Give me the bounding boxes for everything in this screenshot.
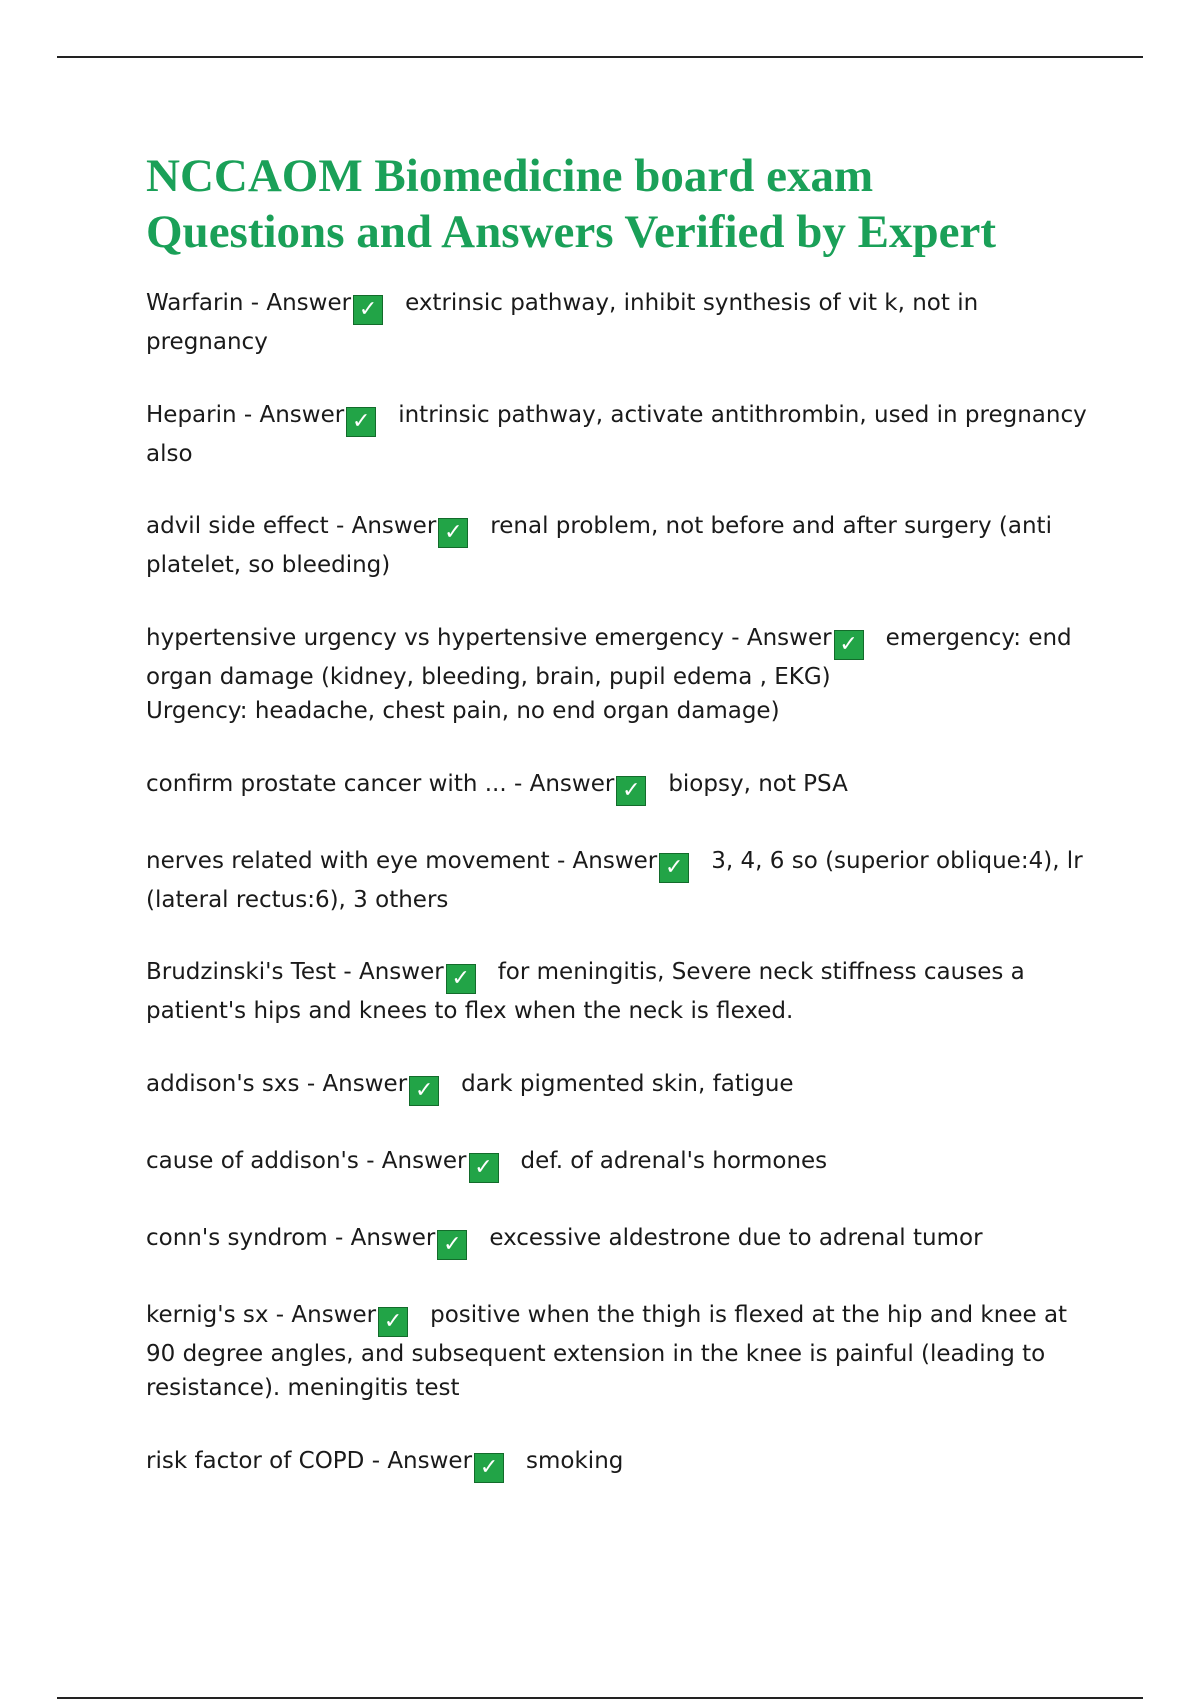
- checkmark-icon: ✓: [378, 1307, 408, 1337]
- question-text: confirm prostate cancer with ...: [146, 770, 507, 797]
- question-text: advil side effect: [146, 513, 329, 539]
- answer-text: excessive aldestrone due to adrenal tumor: [489, 1224, 983, 1251]
- qa-item: [146, 1221, 1096, 1260]
- answer-label: - Answer: [306, 1070, 408, 1097]
- qa-item: [146, 1298, 1096, 1406]
- question-text: hypertensive urgency vs hypertensive emergency: [146, 624, 724, 651]
- bottom-rule: [57, 1697, 1143, 1699]
- checkmark-icon: ✓: [438, 518, 468, 548]
- qa-item: [146, 955, 1096, 1029]
- qa-item: [146, 621, 1096, 729]
- answer-label: - Answer: [371, 1447, 473, 1474]
- question-text: nerves related with eye movement: [146, 847, 550, 874]
- answer-label: - Answer: [335, 513, 437, 539]
- answer-label: - Answer: [250, 290, 352, 316]
- answer-text: emergency: end organ damage (kidney, bleeding, brain, pupil edema , EKG) Urgency: headache, chest pain, no end organ damage): [146, 624, 1072, 724]
- question-text: addison's sxs: [146, 1070, 300, 1097]
- checkmark-icon: ✓: [616, 776, 646, 806]
- checkmark-icon: ✓: [659, 853, 689, 883]
- answer-label: - Answer: [556, 847, 658, 874]
- answer-text: positive when the thigh is flexed at the hip and knee at 90 degree angles, and subsequent extension in the knee is painful (leading to resistance). meningitis test: [146, 1301, 1075, 1401]
- answer-label: - Answer: [335, 1224, 436, 1251]
- top-rule: [57, 56, 1143, 58]
- qa-list: [146, 286, 1096, 1521]
- title-line-1: NCCAOM Biomedicine board exam: [146, 150, 874, 202]
- answer-text: intrinsic pathway, activate antithrombin, used in pregnancy also: [146, 401, 1095, 467]
- question-text: Heparin: [146, 401, 237, 428]
- answer-text: renal problem, not before and after surgery (anti platelet, so bleeding): [146, 513, 1060, 578]
- question-text: Brudzinski's Test: [146, 959, 337, 985]
- question-text: cause of addison's: [146, 1147, 359, 1174]
- qa-item: [146, 844, 1096, 918]
- answer-text: def. of adrenal's hormones: [520, 1147, 828, 1174]
- qa-item: [146, 509, 1096, 583]
- answer-text: smoking: [526, 1447, 624, 1474]
- checkmark-icon: ✓: [346, 407, 376, 437]
- checkmark-icon: ✓: [437, 1230, 467, 1260]
- qa-item: [146, 1067, 1096, 1106]
- qa-item: [146, 398, 1096, 472]
- question-text: kernig's sx: [146, 1301, 269, 1328]
- question-text: risk factor of COPD: [146, 1447, 365, 1474]
- qa-item: [146, 1444, 1096, 1483]
- title-line-2: Questions and Answers Verified by Expert: [146, 206, 997, 258]
- answer-text: extrinsic pathway, inhibit synthesis of vit k, not in pregnancy: [146, 290, 986, 355]
- checkmark-icon: ✓: [446, 964, 476, 994]
- qa-item: [146, 767, 1096, 806]
- question-text: conn's syndrom: [146, 1224, 328, 1251]
- answer-label: - Answer: [731, 624, 832, 651]
- answer-text: for meningitis, Severe neck stiffness causes a patient's hips and knees to flex when the neck is flexed.: [146, 959, 1033, 1024]
- question-text: Warfarin: [146, 290, 244, 316]
- answer-label: - Answer: [243, 401, 345, 428]
- checkmark-icon: ✓: [353, 295, 383, 325]
- answer-text: biopsy, not PSA: [668, 770, 848, 797]
- answer-label: - Answer: [343, 959, 444, 985]
- answer-label: - Answer: [513, 770, 615, 797]
- qa-item: [146, 1144, 1096, 1183]
- answer-text: 3, 4, 6 so (superior oblique:4), lr (lateral rectus:6), 3 others: [146, 847, 1090, 913]
- checkmark-icon: ✓: [474, 1453, 504, 1483]
- answer-label: - Answer: [366, 1147, 467, 1174]
- document-title: [146, 148, 1106, 260]
- checkmark-icon: ✓: [834, 630, 864, 660]
- qa-item: [146, 286, 1096, 360]
- checkmark-icon: ✓: [409, 1076, 439, 1106]
- answer-text: dark pigmented skin, fatigue: [461, 1070, 794, 1097]
- answer-label: - Answer: [275, 1301, 377, 1328]
- checkmark-icon: ✓: [469, 1153, 499, 1183]
